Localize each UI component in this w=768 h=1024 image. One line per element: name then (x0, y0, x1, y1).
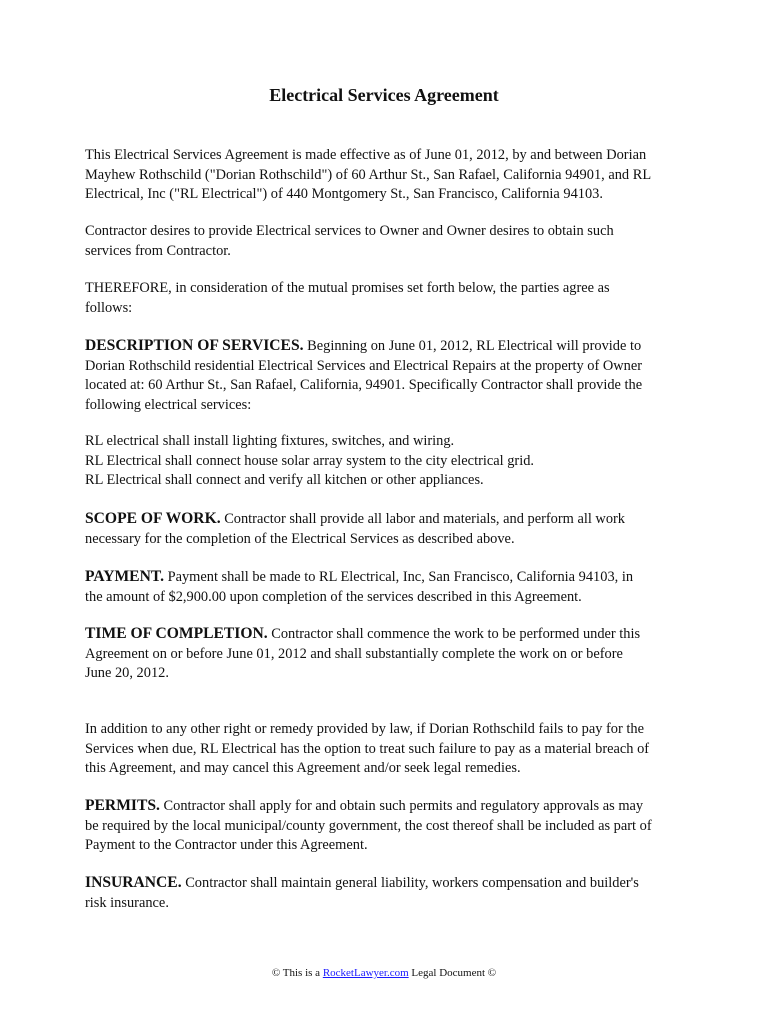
payment-section (85, 567, 685, 607)
section-heading: DESCRIPTION OF SERVICES. (85, 337, 304, 354)
list-item: RL Electrical shall connect house solar array system to the city electrical grid. (85, 452, 535, 469)
text-line: In addition to any other right or remedy provided by law, if Dorian Rothschild fails to pay for the (85, 721, 644, 737)
text-line: Agreement on or before June 01, 2012 and shall substantially complete the work on or before (85, 645, 623, 662)
text-line: Payment to the Contractor under this Agreement. (85, 837, 368, 853)
text-line: Beginning on June 01, 2012, RL Electrical will provide to (303, 338, 642, 354)
text-line: Contractor shall maintain general liability, workers compensation and builder's (181, 875, 639, 891)
therefore-paragraph (85, 279, 685, 318)
remedy-paragraph (85, 720, 685, 779)
completion-section (85, 624, 685, 684)
scope-section (85, 509, 685, 549)
text-line: Dorian Rothschild residential Electrical Services and Electrical Repairs at the property of Owner (85, 357, 643, 374)
intro-paragraph (85, 146, 685, 205)
footer-suffix: Legal Document © (408, 967, 497, 979)
text-line: located at: 60 Arthur St., San Rafael, California, 94901. Specifically Contractor shall provide the (85, 377, 643, 393)
text-line: Contractor shall provide all labor and materials, and perform all work (220, 511, 626, 527)
rocketlawyer-link[interactable]: RocketLawyer.com (322, 967, 409, 979)
text-line: This Electrical Services Agreement is made effective as of June 01, 2012, by and between Dorian (85, 147, 647, 163)
text-line: Contractor shall commence the work to be performed under this (267, 626, 641, 642)
section-heading: PAYMENT. (85, 568, 164, 585)
text-line: Services when due, RL Electrical has the option to treat such failure to pay as a material breach of (85, 740, 650, 757)
footer-prefix: © This is a (271, 967, 323, 979)
section-heading: PERMITS. (85, 797, 160, 814)
document-title: Electrical Services Agreement (269, 85, 499, 105)
text-line: THEREFORE, in consideration of the mutual promises set forth below, the parties agree as (85, 280, 610, 296)
text-line: Mayhew Rothschild ("Dorian Rothschild") of 60 Arthur St., San Rafael, California 94901, and RL (85, 166, 652, 183)
text-line: the amount of $2,900.00 upon completion of the services described in this Agreement. (85, 588, 582, 605)
text-line: following electrical services: (85, 396, 252, 413)
text-line: services from Contractor. (85, 242, 231, 259)
desire-paragraph (85, 222, 685, 261)
page-footer (0, 966, 768, 980)
services-list (85, 432, 685, 491)
text-line: this Agreement, and may cancel this Agreement and/or seek legal remedies. (85, 760, 521, 776)
permits-section (85, 796, 685, 856)
description-section (85, 336, 685, 415)
text-line: be required by the local municipal/county government, the cost thereof shall be included as part of (85, 817, 652, 834)
text-line: risk insurance. (85, 894, 169, 911)
list-item: RL Electrical shall connect and verify all kitchen or other appliances. (85, 472, 484, 488)
list-item: RL electrical shall install lighting fixtures, switches, and wiring. (85, 433, 455, 449)
text-line: Payment shall be made to RL Electrical, Inc, San Francisco, California 94103, in (163, 569, 634, 585)
text-line: Contractor desires to provide Electrical services to Owner and Owner desires to obtain such (85, 223, 614, 239)
text-line: follows: (85, 299, 133, 316)
insurance-section (85, 873, 685, 913)
section-heading: TIME OF COMPLETION. (85, 625, 268, 642)
text-line: Contractor shall apply for and obtain such permits and regulatory approvals as may (159, 798, 644, 814)
text-line: June 20, 2012. (85, 665, 169, 681)
text-line: Electrical, Inc ("RL Electrical") of 440 Montgomery St., San Francisco, California 94103. (85, 186, 603, 202)
section-heading: SCOPE OF WORK. (85, 510, 221, 527)
section-heading: INSURANCE. (85, 874, 182, 891)
text-line: necessary for the completion of the Electrical Services as described above. (85, 530, 515, 547)
